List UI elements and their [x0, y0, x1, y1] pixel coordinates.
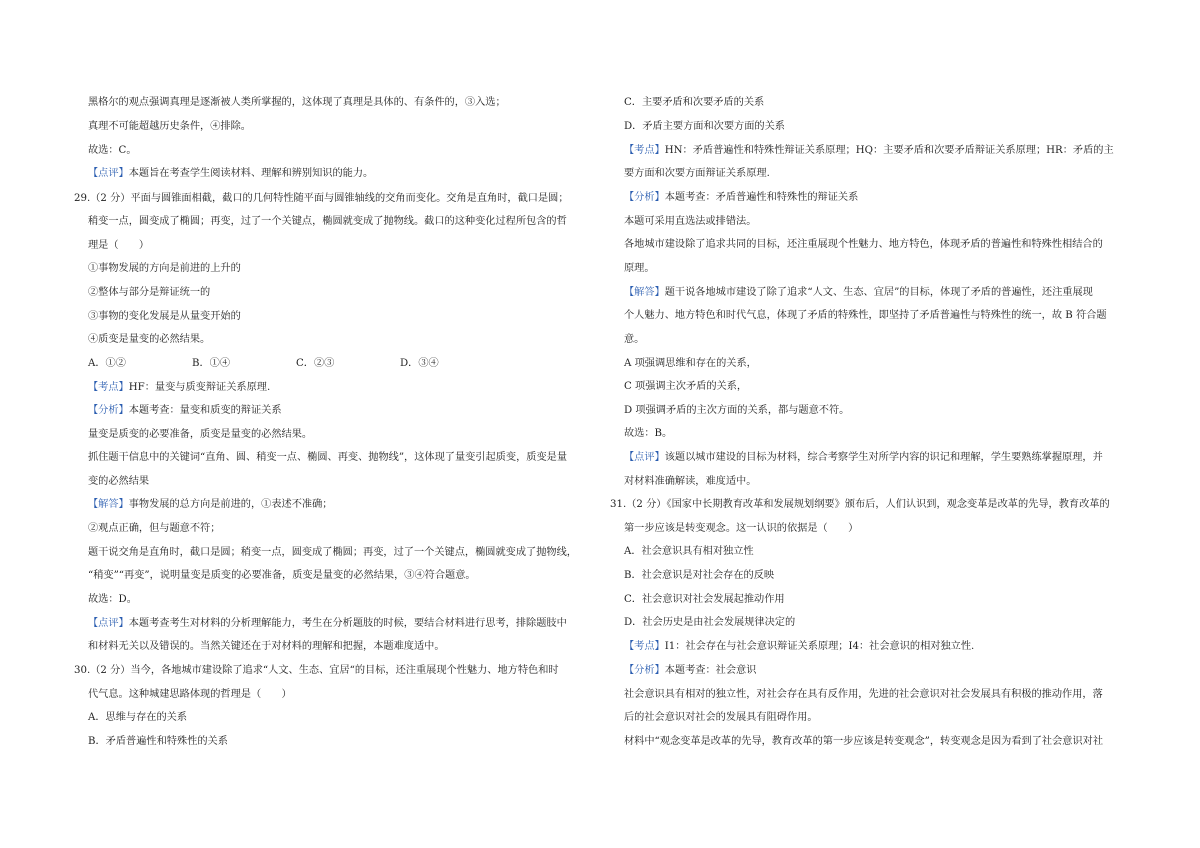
text-line	[624, 309, 1107, 323]
section-tag: 【点评】	[88, 168, 129, 179]
text-line	[88, 711, 187, 725]
text-line	[624, 569, 774, 583]
line-text: 抓住题干信息中的关键词“直角、圆、稍变一点、椭圆、再变、抛物线”，这体现了量变引起质变，质变是量	[88, 452, 568, 463]
line-text: B．社会意识是对社会存在的反映	[624, 570, 775, 581]
question-text: 29.（2 分）平面与圆锥面相截，截口的几何特性随平面与圆锥轴线的交角而变化。交角是直角时，截口是圆；	[74, 193, 569, 204]
line-text: ②观点正确，但与题意不符；	[88, 523, 221, 534]
line-text: 故选：B。	[624, 428, 673, 439]
option-1: B．①④	[192, 358, 231, 369]
text-line	[88, 498, 333, 512]
line-text: C 项强调主次矛盾的关系，	[624, 381, 748, 392]
line-text: 本题考查：矛盾普遍性和特殊性的辩证关系	[664, 192, 859, 203]
text-line	[624, 593, 785, 607]
line-text: 和材料无关以及错误的。当然关键还在于对材料的理解和把握，本题难度适中。	[88, 641, 445, 652]
line-text: 社会意识具有相对的独立性，对社会存在具有反作用，先进的社会意识对社会发展具有积极的推动作用，落	[624, 689, 1103, 700]
line-text: 该题以城市建设的目标为材料，综合考察学生对所学内容的识记和理解，学生要熟练掌握原理，并	[664, 452, 1103, 463]
section-tag: 【解答】	[624, 287, 665, 298]
question-text: 31.（2 分）《国家中长期教育改革和发展规划纲要》颁布后，人们认识到，观念变革是改革的先导，教育改革的	[610, 499, 1110, 510]
text-line	[624, 545, 754, 559]
option-3: D．③④	[400, 358, 439, 369]
line-text: C．主要矛盾和次要矛盾的关系	[624, 97, 765, 108]
text-line	[610, 498, 1110, 512]
text-line	[624, 191, 858, 205]
line-text: 故选：D。	[88, 594, 137, 605]
line-text: 本题考查：社会意识	[664, 665, 757, 676]
text-line	[88, 215, 567, 229]
section-tag: 【分析】	[88, 405, 129, 416]
line-text: D．社会历史是由社会发展规律决定的	[624, 617, 796, 628]
text-line	[624, 357, 757, 371]
line-text: 本题可采用直选法或排错法。	[624, 216, 757, 227]
line-text: 意。	[624, 334, 645, 345]
text-line	[88, 286, 210, 300]
text-line	[88, 167, 373, 181]
text-line	[88, 735, 228, 749]
text-line	[88, 593, 137, 607]
text-line	[88, 451, 567, 465]
line-text: 变的必然结果	[88, 476, 150, 487]
section-tag: 【考点】	[624, 641, 665, 652]
line-text: 材料中“观念变革是改革的先导，教育改革的第一步应该是转变观念”，转变观念是因为看到了社会意识对社	[624, 736, 1104, 747]
text-line	[88, 262, 241, 276]
text-line	[624, 286, 1093, 300]
text-line	[624, 333, 644, 347]
line-text: HN：矛盾普遍性和特殊性辩证关系原理；HQ：主要矛盾和次要矛盾辩证关系原理；HR：矛盾的主	[664, 145, 1114, 156]
line-text: “稍变”“再变”，说明量变是质变的必要准备，质变是量变的必然结果，③④符合题意。	[88, 570, 476, 581]
section-tag: 【点评】	[88, 618, 129, 629]
line-text: 后的社会意识对社会的发展具有阻碍作用。	[624, 712, 818, 723]
text-line	[88, 381, 270, 395]
line-text: 真理不可能超越历史条件，④排除。	[88, 121, 251, 132]
section-tag: 【分析】	[624, 192, 665, 203]
text-line	[624, 262, 655, 276]
text-line	[88, 404, 282, 418]
text-line	[624, 96, 764, 110]
line-text: 第一步应该是转变观念。这一认识的依据是（ ）	[624, 523, 859, 534]
section-tag: 【考点】	[624, 145, 665, 156]
text-line	[88, 428, 312, 442]
line-text: C．社会意识对社会发展起推动作用	[624, 594, 785, 605]
option-0: A．①②	[88, 358, 126, 369]
text-line	[624, 215, 756, 229]
text-line	[88, 333, 210, 347]
text-line	[88, 617, 567, 631]
line-text: 本题考查：量变和质变的辩证关系	[128, 405, 282, 416]
line-text: 事物发展的总方向是前进的，①表述不准确；	[128, 499, 333, 510]
text-line	[88, 475, 149, 489]
line-text: 各地城市建设除了追求共同的目标，还注重展现个性魅力、地方特色，体现矛盾的普遍性和特殊性相结合的	[624, 239, 1103, 250]
line-text: ①事物发展的方向是前进的上升的	[88, 263, 241, 274]
text-line	[88, 546, 577, 560]
line-text: 要方面和次要方面辩证关系原理.	[624, 168, 770, 179]
text-line	[624, 380, 747, 394]
line-text: 量变是质变的必要准备，质变是量变的必然结果。	[88, 429, 313, 440]
text-line	[88, 144, 137, 158]
text-line	[624, 144, 1114, 158]
line-text: 理是（ ）	[88, 240, 150, 251]
line-text: HF：量变与质变辩证关系原理.	[128, 382, 271, 393]
text-line	[624, 735, 1103, 749]
text-line	[88, 239, 149, 253]
line-text: 原理。	[624, 263, 655, 274]
line-text: 黑格尔的观点强调真理是逐渐被人类所掌握的，这体现了真理是具体的、有条件的，③入选；	[88, 97, 506, 108]
line-text: 本题旨在考查学生阅读材料、理解和辨别知识的能力。	[128, 168, 374, 179]
line-text: D 项强调矛盾的主次方面的关系，都与题意不符。	[624, 405, 850, 416]
question-text: 30.（2 分）当今，各地城市建设除了追求“人文、生态、宜居“的目标，还注重展现个性魅力、地方特色和时	[74, 665, 559, 676]
text-line	[88, 640, 445, 654]
text-line	[88, 688, 292, 702]
line-text: 对材料准确解读，难度适中。	[624, 476, 757, 487]
text-line	[88, 522, 220, 536]
line-text: 稍变一点，圆变成了椭圆；再变，过了一个关键点，椭圆就变成了抛物线。截口的这种变化过程所包含的哲	[88, 216, 567, 227]
text-line	[624, 711, 818, 725]
section-tag: 【分析】	[624, 665, 665, 676]
line-text: 题干说交角是直角时，截口是圆；稍变一点，圆变成了椭圆；再变，过了一个关键点，椭圆就变成了抛物线，	[88, 547, 577, 558]
line-text: I1：社会存在与社会意识辩证关系原理；I4：社会意识的相对独立性.	[664, 641, 975, 652]
line-text: ③事物的变化发展是从量变开始的	[88, 311, 241, 322]
line-text: 故选：C。	[88, 145, 137, 156]
text-line	[624, 238, 1103, 252]
line-text: A．思维与存在的关系	[88, 712, 188, 723]
line-text: 本题考查考生对材料的分析理解能力，考生在分析题肢的时候，要结合材料进行思考，排除题肢中	[128, 618, 567, 629]
line-text: ②整体与部分是辩证统一的	[88, 287, 211, 298]
text-line	[624, 616, 795, 630]
text-line	[624, 404, 849, 418]
text-line	[624, 664, 756, 678]
section-tag: 【点评】	[624, 452, 665, 463]
text-line	[88, 120, 251, 134]
text-line	[88, 569, 476, 583]
option-2: C．②③	[296, 358, 335, 369]
answer-options	[88, 357, 504, 371]
line-text: ④质变是量变的必然结果。	[88, 334, 211, 345]
text-line	[624, 688, 1103, 702]
line-text: D．矛盾主要方面和次要方面的关系	[624, 121, 785, 132]
text-line	[74, 664, 559, 678]
line-text: B．矛盾普遍性和特殊性的关系	[88, 736, 228, 747]
text-line	[74, 192, 569, 206]
text-line	[624, 120, 785, 134]
text-line	[624, 427, 672, 441]
text-line	[624, 451, 1103, 465]
section-tag: 【考点】	[88, 382, 129, 393]
text-line	[624, 475, 756, 489]
text-line	[88, 96, 506, 110]
line-text: 个人魅力、地方特色和时代气息，体现了矛盾的特殊性，即坚持了矛盾普遍性与特殊性的统一，故 B 符合题	[624, 310, 1107, 321]
line-text: A．社会意识具有相对独立性	[624, 546, 754, 557]
text-line	[624, 640, 974, 654]
text-line	[624, 167, 770, 181]
text-line	[88, 310, 241, 324]
text-line	[624, 522, 858, 536]
line-text: 代气息。这种城建思路体现的哲理是（ ）	[88, 689, 292, 700]
line-text: A 项强调思维和存在的关系，	[624, 358, 757, 369]
section-tag: 【解答】	[88, 499, 129, 510]
line-text: 题干说各地城市建设了除了追求“人文、生态、宜居”的目标，体现了矛盾的普遍性，还注重展现	[664, 287, 1093, 298]
